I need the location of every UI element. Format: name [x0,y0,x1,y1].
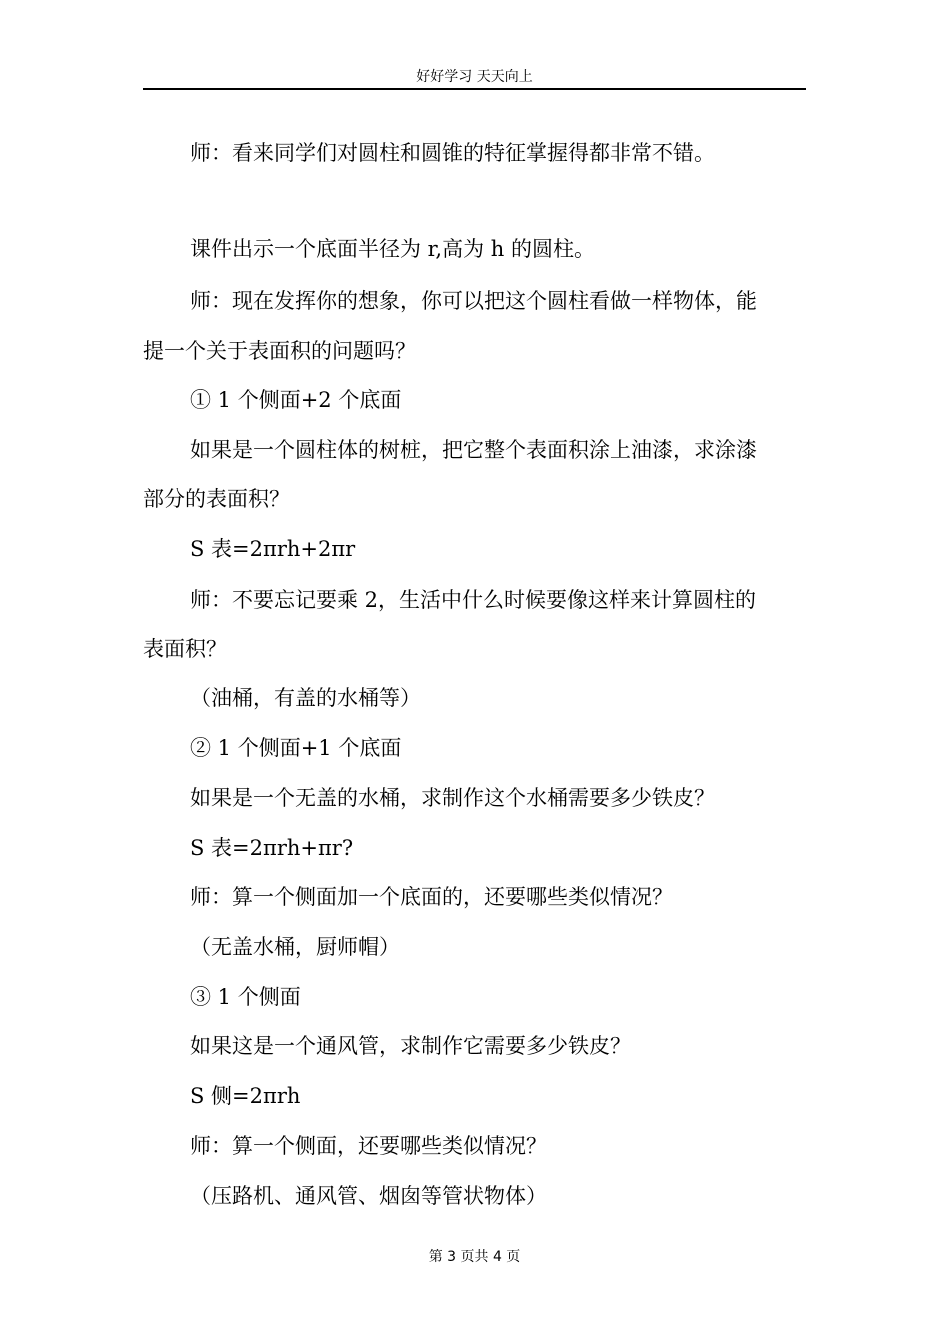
paragraph-line: 师：不要忘记要乘 2，生活中什么时候要像这样来计算圆柱的 [190,588,757,612]
paragraph-line: 部分的表面积？ [143,487,290,511]
list-item: ① 1 个侧面+2 个底面 [190,388,402,412]
formula-line: S 侧=2πrh [190,1084,301,1108]
list-item: ③ 1 个侧面 [190,985,301,1009]
paragraph-line: 师：算一个侧面，还要哪些类似情况？ [190,1134,547,1158]
paragraph-line: 如果是一个圆柱体的树桩，把它整个表面积涂上油漆，求涂漆 [190,438,757,462]
page-header: 好好学习 天天向上 [416,69,533,85]
paragraph-line: （油桶，有盖的水桶等） [190,686,421,710]
paragraph-line: （无盖水桶，厨师帽） [190,935,400,959]
paragraph-line: （压路机、通风管、烟囱等管状物体） [190,1184,547,1208]
formula-line: S 表=2πrh+πr? [190,836,354,860]
header-divider [143,88,806,90]
paragraph-line: 表面积？ [143,637,227,661]
page-number: 第 3 页共 4 页 [428,1249,521,1265]
paragraph-line: 师：现在发挥你的想象，你可以把这个圆柱看做一样物体，能 [190,289,757,313]
paragraph-line: 如果这是一个通风管，求制作它需要多少铁皮？ [190,1034,631,1058]
paragraph-line: 师：看来同学们对圆柱和圆锥的特征掌握得都非常不错。 [190,141,715,165]
list-item: ② 1 个侧面+1 个底面 [190,736,402,760]
paragraph-line: 提一个关于表面积的问题吗？ [143,339,416,363]
formula-line: S 表=2πrh+2πr [190,537,356,561]
paragraph-line: 师：算一个侧面加一个底面的，还要哪些类似情况？ [190,885,673,909]
paragraph-line: 如果是一个无盖的水桶，求制作这个水桶需要多少铁皮？ [190,786,715,810]
paragraph-line: 课件出示一个底面半径为 r,高为 h 的圆柱。 [190,237,595,261]
